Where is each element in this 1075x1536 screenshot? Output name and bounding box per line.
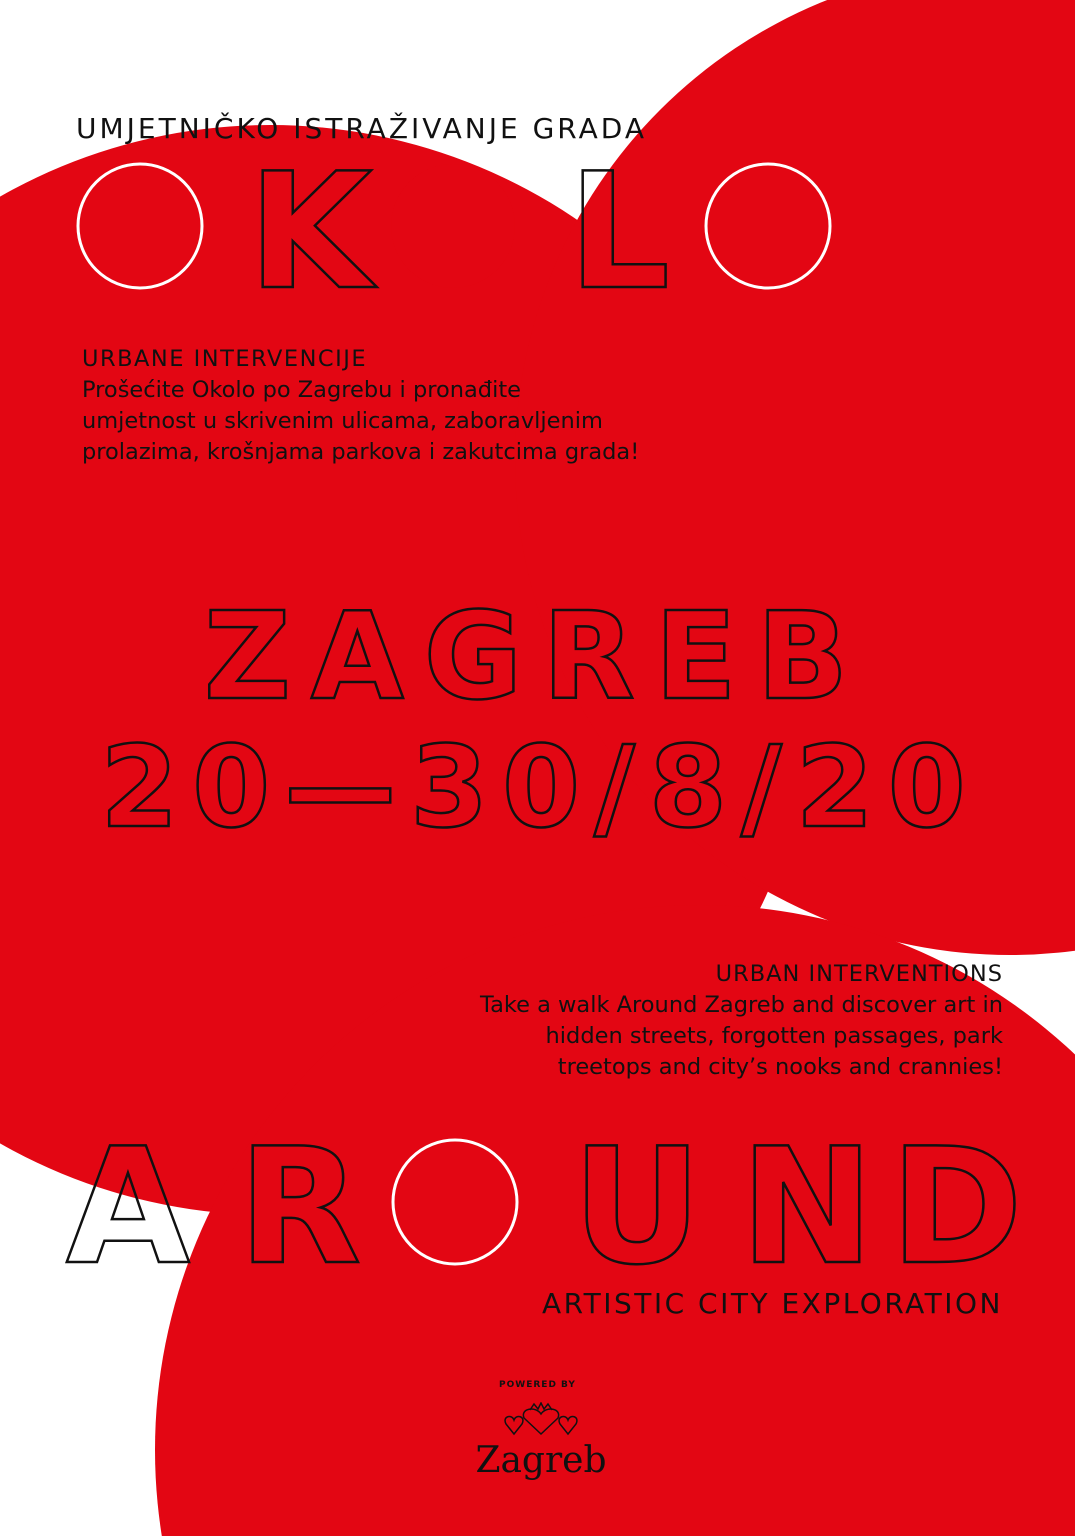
title-okolo-letter-k: K [248,138,372,325]
intro-english-line: hidden streets, forgotten passages, park [545,1023,1003,1049]
intro-local-line: prolazima, krošnjama parkova i zakutcima grada! [82,439,640,465]
title-around-letter-a: A [66,1113,190,1300]
subtitle-english: ARTISTIC CITY EXPLORATION [542,1287,1003,1320]
title-around-letter-o [393,1140,517,1264]
title-okolo-letter-l: L [568,138,670,325]
intro-english-heading: URBAN INTERVENTIONS [715,961,1003,987]
event-dates: 20—30/8/20 [100,723,980,853]
tagline: UMJETNIČKO ISTRAŽIVANJE GRADA [76,112,647,145]
city-name: ZAGREB [203,588,869,727]
intro-local-line: umjetnost u skrivenim ulicama, zaboravljenim [82,408,603,434]
hearts-crown-icon [466,1402,616,1442]
title-okolo-letter-o1 [78,164,202,288]
title-okolo-letter-o3 [706,164,830,288]
intro-local-heading: URBANE INTERVENCIJE [82,346,368,372]
title-around-letter-d: D [890,1113,1023,1300]
title-around-letter-n: N [740,1113,874,1300]
intro-english-line: Take a walk Around Zagreb and discover art in [480,992,1003,1018]
intro-local [82,344,702,468]
title-around-letter-u: U [572,1113,702,1300]
title-around-letter-r: R [238,1113,362,1300]
powered-by-label: POWERED BY [499,1380,576,1390]
intro-local-line: Prošećite Okolo po Zagrebu i pronađite [82,377,522,403]
zagreb-logo-wordmark: Zagreb [475,1440,607,1481]
intro-english [383,959,1003,1083]
title-okolo-letter-o2 [391,164,515,288]
intro-english-line: treetops and city’s nooks and crannies! [557,1054,1003,1080]
zagreb-logo [466,1402,616,1492]
